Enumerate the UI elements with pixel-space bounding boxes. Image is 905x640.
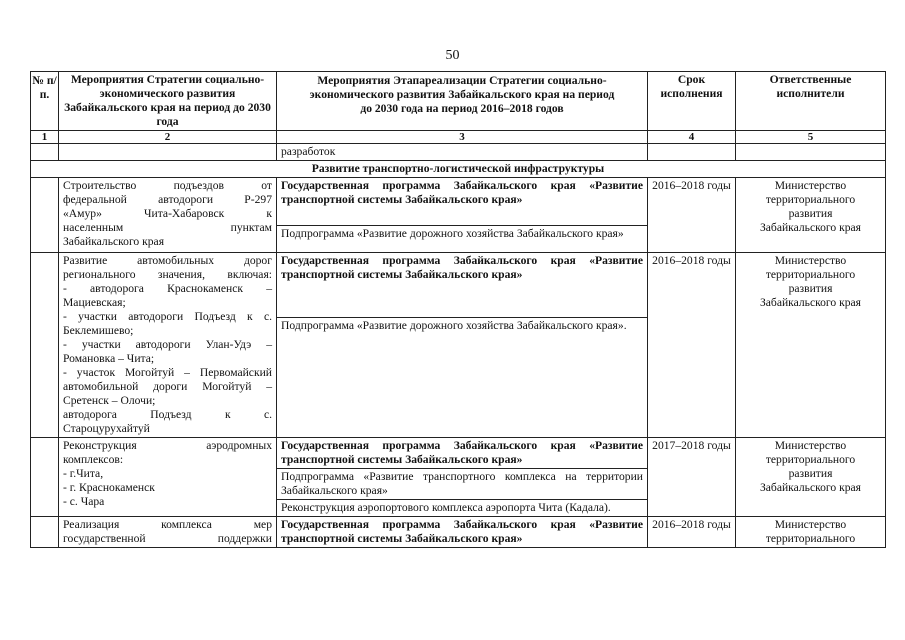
- measure-line: - участки автодороги Подъезд к с.: [63, 310, 272, 323]
- term-cell: 2016–2018 годы: [648, 178, 736, 253]
- measure-line: автомобильной дороги Могойтуй –: [63, 380, 272, 393]
- measure-cell: [59, 517, 277, 548]
- subprogram-cell: Подпрограмма «Развитие транспортного комплекса на территории Забайкальского края»: [277, 469, 648, 500]
- subprogram-cell: Подпрограмма «Развитие дорожного хозяйства Забайкальского края».: [277, 318, 648, 438]
- executor-cell: Министерство территориального: [736, 517, 886, 548]
- measure-line: Реконструкция аэродромных: [63, 439, 272, 452]
- program-cell: Государственная программа Забайкальского края «Развитие транспортной системы Забайкальского края»: [277, 253, 648, 318]
- measure-line: - г.Чита,: [63, 467, 104, 480]
- column-number: 3: [277, 131, 648, 144]
- measure-line: населенным пунктам: [63, 221, 272, 234]
- measure-line: - г. Краснокаменск: [63, 481, 155, 494]
- measure-cell: [59, 178, 277, 253]
- table-row: [31, 517, 886, 548]
- measure-line: «Амур» Чита-Хабаровск к: [63, 207, 272, 220]
- measure-line: Реализация комплекса мер: [63, 518, 272, 531]
- header-strategy-measures: Мероприятия Стратегии социально-экономического развития Забайкальского края на период до 2030 года: [59, 72, 277, 131]
- section-title: Развитие транспортно-логистической инфраструктуры: [31, 161, 886, 178]
- section-row: [31, 161, 886, 178]
- measure-line: - с. Чара: [63, 495, 105, 508]
- measure-line: Строительство подъездов от: [63, 179, 272, 192]
- executor-cell: Министерство территориального развития Забайкальского края: [736, 253, 886, 438]
- header-executors: Ответственные исполнители: [736, 72, 886, 131]
- measure-line: Романовка – Чита;: [63, 352, 155, 365]
- measure-cell: [59, 438, 277, 517]
- measure-line: Развитие автомобильных дорог: [63, 254, 272, 267]
- measure-line: комплексов:: [63, 453, 124, 466]
- measure-line: Староцурухайтуй: [63, 422, 150, 435]
- header-term: Срок исполнения: [648, 72, 736, 131]
- term-cell: 2016–2018 годы: [648, 253, 736, 438]
- project-cell: Реконструкция аэропортового комплекса аэропорта Чита (Кадала).: [277, 500, 648, 517]
- executor-cell: Министерство территориального развития Забайкальского края: [736, 178, 886, 253]
- header-stage-measures: Мероприятия Этапареализации Стратегии социально-экономического развития Забайкальского края на период до 2030 года на период 2016–2018 годов: [277, 72, 648, 131]
- column-number: 4: [648, 131, 736, 144]
- measure-line: автодорога Подъезд к с.: [63, 408, 272, 421]
- measure-line: Сретенск – Олочи;: [63, 394, 156, 407]
- subprogram-cell: Подпрограмма «Развитие дорожного хозяйства Забайкальского края»: [277, 226, 648, 253]
- table-row: [31, 253, 886, 318]
- measure-line: регионального значения, включая:: [63, 268, 272, 281]
- column-number: 1: [31, 131, 59, 144]
- column-number: 2: [59, 131, 277, 144]
- header-row: [31, 72, 886, 131]
- column-number-row: [31, 131, 886, 144]
- program-cell: Государственная программа Забайкальского края «Развитие транспортной системы Забайкальского края»: [277, 517, 648, 548]
- program-cell: Государственная программа Забайкальского края «Развитие транспортной системы Забайкальского края»: [277, 178, 648, 226]
- measure-line: Беклемишево;: [63, 324, 134, 337]
- table-row: [31, 178, 886, 226]
- measure-line: - участки автодороги Улан-Удэ –: [63, 338, 272, 351]
- term-cell: 2017–2018 годы: [648, 438, 736, 517]
- executor-cell: Министерство территориального развития Забайкальского края: [736, 438, 886, 517]
- measure-line: Мациевская;: [63, 296, 126, 309]
- table-row: [31, 438, 886, 469]
- term-cell: 2016–2018 годы: [648, 517, 736, 548]
- measure-line: - автодорога Краснокаменск –: [63, 282, 272, 295]
- header-number: № п/п.: [31, 72, 59, 131]
- measure-line: государственной поддержки: [63, 532, 272, 545]
- program-cell: Государственная программа Забайкальского края «Развитие транспортной системы Забайкальского края»: [277, 438, 648, 469]
- continuation-row: [31, 144, 886, 161]
- continuation-text: разработок: [277, 144, 648, 161]
- strategy-table: [30, 71, 886, 548]
- measure-cell: [59, 253, 277, 438]
- page-number: 50: [445, 48, 460, 63]
- column-number: 5: [736, 131, 886, 144]
- measure-line: федеральной автодороги Р-297: [63, 193, 272, 206]
- measure-line: Забайкальского края: [63, 235, 165, 248]
- measure-line: - участок Могойтуй – Первомайский: [63, 366, 272, 379]
